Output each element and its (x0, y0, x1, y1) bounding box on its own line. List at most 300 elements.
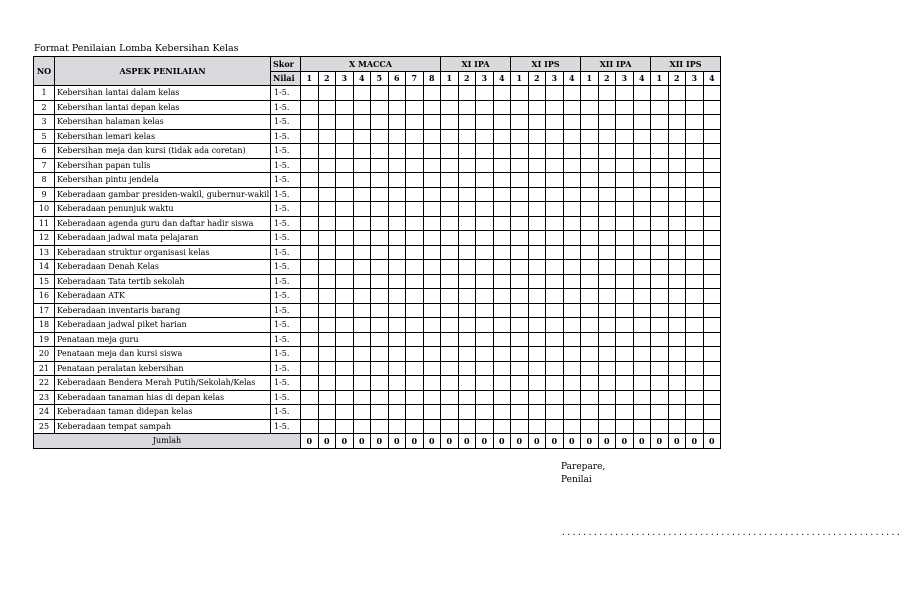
score-cell[interactable] (301, 231, 319, 246)
score-cell[interactable] (441, 274, 459, 289)
score-cell[interactable] (598, 303, 616, 318)
score-cell[interactable] (581, 361, 599, 376)
score-cell[interactable] (301, 129, 319, 144)
score-cell[interactable] (353, 86, 371, 101)
score-cell[interactable] (686, 202, 704, 217)
score-cell[interactable] (423, 115, 441, 130)
score-cell[interactable] (651, 347, 669, 362)
score-cell[interactable] (441, 376, 459, 391)
score-cell[interactable] (353, 144, 371, 159)
score-cell[interactable] (406, 376, 424, 391)
score-cell[interactable] (423, 173, 441, 188)
score-cell[interactable] (686, 173, 704, 188)
score-cell[interactable] (581, 390, 599, 405)
score-cell[interactable] (388, 419, 406, 434)
score-cell[interactable] (353, 318, 371, 333)
score-cell[interactable] (371, 390, 389, 405)
score-cell[interactable] (336, 187, 354, 202)
score-cell[interactable] (353, 260, 371, 275)
score-cell[interactable] (703, 260, 721, 275)
score-cell[interactable] (668, 260, 686, 275)
score-cell[interactable] (651, 100, 669, 115)
score-cell[interactable] (388, 216, 406, 231)
score-cell[interactable] (511, 274, 529, 289)
score-cell[interactable] (493, 419, 511, 434)
score-cell[interactable] (406, 405, 424, 420)
score-cell[interactable] (458, 100, 476, 115)
score-cell[interactable] (528, 419, 546, 434)
score-cell[interactable] (336, 173, 354, 188)
score-cell[interactable] (546, 245, 564, 260)
score-cell[interactable] (581, 144, 599, 159)
score-cell[interactable] (371, 216, 389, 231)
score-cell[interactable] (651, 274, 669, 289)
score-cell[interactable] (633, 216, 651, 231)
score-cell[interactable] (441, 361, 459, 376)
score-cell[interactable] (388, 274, 406, 289)
score-cell[interactable] (406, 216, 424, 231)
score-cell[interactable] (651, 144, 669, 159)
score-cell[interactable] (633, 115, 651, 130)
score-cell[interactable] (598, 216, 616, 231)
score-cell[interactable] (598, 376, 616, 391)
score-cell[interactable] (528, 390, 546, 405)
score-cell[interactable] (511, 289, 529, 304)
score-cell[interactable] (353, 347, 371, 362)
score-cell[interactable] (581, 173, 599, 188)
score-cell[interactable] (546, 231, 564, 246)
score-cell[interactable] (633, 144, 651, 159)
score-cell[interactable] (301, 361, 319, 376)
score-cell[interactable] (493, 361, 511, 376)
score-cell[interactable] (371, 303, 389, 318)
score-cell[interactable] (668, 419, 686, 434)
score-cell[interactable] (511, 115, 529, 130)
score-cell[interactable] (423, 158, 441, 173)
score-cell[interactable] (458, 202, 476, 217)
score-cell[interactable] (563, 216, 581, 231)
score-cell[interactable] (616, 187, 634, 202)
score-cell[interactable] (703, 86, 721, 101)
score-cell[interactable] (563, 419, 581, 434)
score-cell[interactable] (651, 173, 669, 188)
score-cell[interactable] (353, 419, 371, 434)
score-cell[interactable] (441, 173, 459, 188)
score-cell[interactable] (668, 289, 686, 304)
score-cell[interactable] (528, 245, 546, 260)
score-cell[interactable] (528, 231, 546, 246)
score-cell[interactable] (511, 332, 529, 347)
score-cell[interactable] (476, 274, 494, 289)
score-cell[interactable] (651, 231, 669, 246)
score-cell[interactable] (511, 347, 529, 362)
score-cell[interactable] (546, 390, 564, 405)
score-cell[interactable] (353, 231, 371, 246)
score-cell[interactable] (581, 419, 599, 434)
score-cell[interactable] (353, 289, 371, 304)
score-cell[interactable] (441, 260, 459, 275)
score-cell[interactable] (703, 173, 721, 188)
score-cell[interactable] (546, 274, 564, 289)
score-cell[interactable] (633, 231, 651, 246)
score-cell[interactable] (441, 289, 459, 304)
score-cell[interactable] (668, 405, 686, 420)
score-cell[interactable] (441, 115, 459, 130)
score-cell[interactable] (371, 332, 389, 347)
score-cell[interactable] (511, 303, 529, 318)
score-cell[interactable] (336, 202, 354, 217)
score-cell[interactable] (686, 129, 704, 144)
score-cell[interactable] (476, 376, 494, 391)
score-cell[interactable] (528, 115, 546, 130)
score-cell[interactable] (546, 144, 564, 159)
score-cell[interactable] (563, 187, 581, 202)
score-cell[interactable] (651, 361, 669, 376)
score-cell[interactable] (668, 332, 686, 347)
score-cell[interactable] (301, 158, 319, 173)
score-cell[interactable] (703, 187, 721, 202)
score-cell[interactable] (353, 115, 371, 130)
score-cell[interactable] (388, 376, 406, 391)
score-cell[interactable] (318, 303, 336, 318)
score-cell[interactable] (353, 129, 371, 144)
score-cell[interactable] (301, 260, 319, 275)
score-cell[interactable] (651, 318, 669, 333)
score-cell[interactable] (353, 361, 371, 376)
score-cell[interactable] (511, 419, 529, 434)
score-cell[interactable] (563, 245, 581, 260)
score-cell[interactable] (406, 231, 424, 246)
score-cell[interactable] (371, 419, 389, 434)
score-cell[interactable] (423, 274, 441, 289)
score-cell[interactable] (668, 216, 686, 231)
score-cell[interactable] (546, 129, 564, 144)
score-cell[interactable] (703, 144, 721, 159)
score-cell[interactable] (703, 100, 721, 115)
score-cell[interactable] (528, 376, 546, 391)
score-cell[interactable] (581, 376, 599, 391)
score-cell[interactable] (616, 332, 634, 347)
score-cell[interactable] (668, 173, 686, 188)
score-cell[interactable] (616, 216, 634, 231)
score-cell[interactable] (388, 173, 406, 188)
score-cell[interactable] (353, 245, 371, 260)
score-cell[interactable] (703, 202, 721, 217)
score-cell[interactable] (668, 187, 686, 202)
score-cell[interactable] (353, 390, 371, 405)
score-cell[interactable] (581, 318, 599, 333)
score-cell[interactable] (616, 419, 634, 434)
score-cell[interactable] (651, 303, 669, 318)
score-cell[interactable] (458, 274, 476, 289)
score-cell[interactable] (528, 332, 546, 347)
score-cell[interactable] (441, 187, 459, 202)
score-cell[interactable] (353, 158, 371, 173)
score-cell[interactable] (546, 187, 564, 202)
score-cell[interactable] (563, 129, 581, 144)
score-cell[interactable] (668, 86, 686, 101)
score-cell[interactable] (476, 144, 494, 159)
score-cell[interactable] (563, 318, 581, 333)
score-cell[interactable] (651, 405, 669, 420)
score-cell[interactable] (598, 86, 616, 101)
score-cell[interactable] (301, 419, 319, 434)
score-cell[interactable] (423, 289, 441, 304)
score-cell[interactable] (318, 129, 336, 144)
score-cell[interactable] (493, 245, 511, 260)
score-cell[interactable] (458, 260, 476, 275)
score-cell[interactable] (301, 405, 319, 420)
score-cell[interactable] (493, 303, 511, 318)
score-cell[interactable] (511, 260, 529, 275)
score-cell[interactable] (336, 115, 354, 130)
score-cell[interactable] (563, 86, 581, 101)
score-cell[interactable] (318, 202, 336, 217)
score-cell[interactable] (458, 419, 476, 434)
score-cell[interactable] (388, 187, 406, 202)
score-cell[interactable] (546, 376, 564, 391)
score-cell[interactable] (598, 173, 616, 188)
score-cell[interactable] (581, 86, 599, 101)
score-cell[interactable] (616, 274, 634, 289)
score-cell[interactable] (441, 390, 459, 405)
score-cell[interactable] (388, 390, 406, 405)
score-cell[interactable] (546, 216, 564, 231)
score-cell[interactable] (563, 289, 581, 304)
score-cell[interactable] (668, 129, 686, 144)
score-cell[interactable] (581, 115, 599, 130)
score-cell[interactable] (493, 231, 511, 246)
score-cell[interactable] (371, 245, 389, 260)
score-cell[interactable] (563, 115, 581, 130)
score-cell[interactable] (301, 144, 319, 159)
score-cell[interactable] (318, 231, 336, 246)
score-cell[interactable] (371, 187, 389, 202)
score-cell[interactable] (371, 158, 389, 173)
score-cell[interactable] (651, 390, 669, 405)
score-cell[interactable] (703, 419, 721, 434)
score-cell[interactable] (511, 216, 529, 231)
score-cell[interactable] (423, 347, 441, 362)
score-cell[interactable] (668, 115, 686, 130)
score-cell[interactable] (651, 419, 669, 434)
score-cell[interactable] (703, 216, 721, 231)
score-cell[interactable] (353, 216, 371, 231)
score-cell[interactable] (476, 332, 494, 347)
score-cell[interactable] (371, 260, 389, 275)
score-cell[interactable] (616, 245, 634, 260)
score-cell[interactable] (651, 216, 669, 231)
score-cell[interactable] (598, 347, 616, 362)
score-cell[interactable] (493, 100, 511, 115)
score-cell[interactable] (633, 274, 651, 289)
score-cell[interactable] (458, 245, 476, 260)
score-cell[interactable] (336, 390, 354, 405)
score-cell[interactable] (423, 405, 441, 420)
score-cell[interactable] (423, 332, 441, 347)
score-cell[interactable] (598, 274, 616, 289)
score-cell[interactable] (336, 347, 354, 362)
score-cell[interactable] (581, 187, 599, 202)
score-cell[interactable] (598, 289, 616, 304)
score-cell[interactable] (388, 144, 406, 159)
score-cell[interactable] (476, 173, 494, 188)
score-cell[interactable] (476, 115, 494, 130)
score-cell[interactable] (633, 318, 651, 333)
score-cell[interactable] (686, 347, 704, 362)
score-cell[interactable] (511, 361, 529, 376)
score-cell[interactable] (633, 347, 651, 362)
score-cell[interactable] (336, 245, 354, 260)
score-cell[interactable] (423, 231, 441, 246)
score-cell[interactable] (336, 303, 354, 318)
score-cell[interactable] (563, 260, 581, 275)
score-cell[interactable] (633, 100, 651, 115)
score-cell[interactable] (616, 376, 634, 391)
score-cell[interactable] (493, 144, 511, 159)
score-cell[interactable] (336, 289, 354, 304)
score-cell[interactable] (686, 390, 704, 405)
score-cell[interactable] (581, 231, 599, 246)
score-cell[interactable] (546, 115, 564, 130)
score-cell[interactable] (511, 173, 529, 188)
score-cell[interactable] (493, 202, 511, 217)
score-cell[interactable] (633, 202, 651, 217)
score-cell[interactable] (511, 100, 529, 115)
score-cell[interactable] (493, 129, 511, 144)
score-cell[interactable] (668, 361, 686, 376)
score-cell[interactable] (318, 144, 336, 159)
score-cell[interactable] (703, 245, 721, 260)
score-cell[interactable] (441, 347, 459, 362)
score-cell[interactable] (563, 173, 581, 188)
score-cell[interactable] (546, 303, 564, 318)
score-cell[interactable] (318, 274, 336, 289)
score-cell[interactable] (318, 347, 336, 362)
score-cell[interactable] (651, 158, 669, 173)
score-cell[interactable] (668, 245, 686, 260)
score-cell[interactable] (633, 260, 651, 275)
score-cell[interactable] (686, 187, 704, 202)
score-cell[interactable] (318, 332, 336, 347)
score-cell[interactable] (581, 274, 599, 289)
score-cell[interactable] (493, 332, 511, 347)
score-cell[interactable] (388, 158, 406, 173)
score-cell[interactable] (441, 216, 459, 231)
score-cell[interactable] (458, 86, 476, 101)
score-cell[interactable] (493, 260, 511, 275)
score-cell[interactable] (458, 158, 476, 173)
score-cell[interactable] (318, 115, 336, 130)
score-cell[interactable] (633, 390, 651, 405)
score-cell[interactable] (318, 86, 336, 101)
score-cell[interactable] (633, 361, 651, 376)
score-cell[interactable] (546, 289, 564, 304)
score-cell[interactable] (318, 216, 336, 231)
score-cell[interactable] (598, 202, 616, 217)
score-cell[interactable] (581, 405, 599, 420)
score-cell[interactable] (686, 376, 704, 391)
score-cell[interactable] (528, 129, 546, 144)
score-cell[interactable] (301, 86, 319, 101)
score-cell[interactable] (336, 216, 354, 231)
score-cell[interactable] (651, 115, 669, 130)
score-cell[interactable] (651, 202, 669, 217)
score-cell[interactable] (441, 419, 459, 434)
score-cell[interactable] (633, 187, 651, 202)
score-cell[interactable] (633, 158, 651, 173)
score-cell[interactable] (651, 332, 669, 347)
score-cell[interactable] (493, 158, 511, 173)
score-cell[interactable] (406, 187, 424, 202)
score-cell[interactable] (511, 158, 529, 173)
score-cell[interactable] (476, 390, 494, 405)
score-cell[interactable] (353, 100, 371, 115)
score-cell[interactable] (546, 100, 564, 115)
score-cell[interactable] (563, 231, 581, 246)
score-cell[interactable] (476, 245, 494, 260)
score-cell[interactable] (616, 129, 634, 144)
score-cell[interactable] (633, 129, 651, 144)
score-cell[interactable] (528, 202, 546, 217)
score-cell[interactable] (423, 245, 441, 260)
score-cell[interactable] (353, 332, 371, 347)
score-cell[interactable] (458, 173, 476, 188)
score-cell[interactable] (388, 318, 406, 333)
score-cell[interactable] (528, 158, 546, 173)
score-cell[interactable] (511, 144, 529, 159)
score-cell[interactable] (336, 260, 354, 275)
score-cell[interactable] (476, 260, 494, 275)
score-cell[interactable] (686, 419, 704, 434)
score-cell[interactable] (318, 318, 336, 333)
score-cell[interactable] (598, 187, 616, 202)
score-cell[interactable] (371, 347, 389, 362)
score-cell[interactable] (476, 216, 494, 231)
score-cell[interactable] (371, 231, 389, 246)
score-cell[interactable] (336, 405, 354, 420)
score-cell[interactable] (686, 332, 704, 347)
score-cell[interactable] (388, 332, 406, 347)
score-cell[interactable] (301, 100, 319, 115)
score-cell[interactable] (476, 318, 494, 333)
score-cell[interactable] (371, 289, 389, 304)
score-cell[interactable] (616, 347, 634, 362)
score-cell[interactable] (686, 303, 704, 318)
score-cell[interactable] (336, 100, 354, 115)
score-cell[interactable] (511, 376, 529, 391)
score-cell[interactable] (301, 347, 319, 362)
score-cell[interactable] (668, 376, 686, 391)
score-cell[interactable] (406, 173, 424, 188)
score-cell[interactable] (318, 361, 336, 376)
score-cell[interactable] (633, 376, 651, 391)
score-cell[interactable] (423, 86, 441, 101)
score-cell[interactable] (441, 405, 459, 420)
score-cell[interactable] (301, 173, 319, 188)
score-cell[interactable] (388, 86, 406, 101)
score-cell[interactable] (616, 303, 634, 318)
score-cell[interactable] (703, 347, 721, 362)
score-cell[interactable] (458, 289, 476, 304)
score-cell[interactable] (441, 144, 459, 159)
score-cell[interactable] (493, 289, 511, 304)
score-cell[interactable] (458, 318, 476, 333)
score-cell[interactable] (458, 129, 476, 144)
score-cell[interactable] (353, 202, 371, 217)
score-cell[interactable] (441, 129, 459, 144)
score-cell[interactable] (528, 318, 546, 333)
